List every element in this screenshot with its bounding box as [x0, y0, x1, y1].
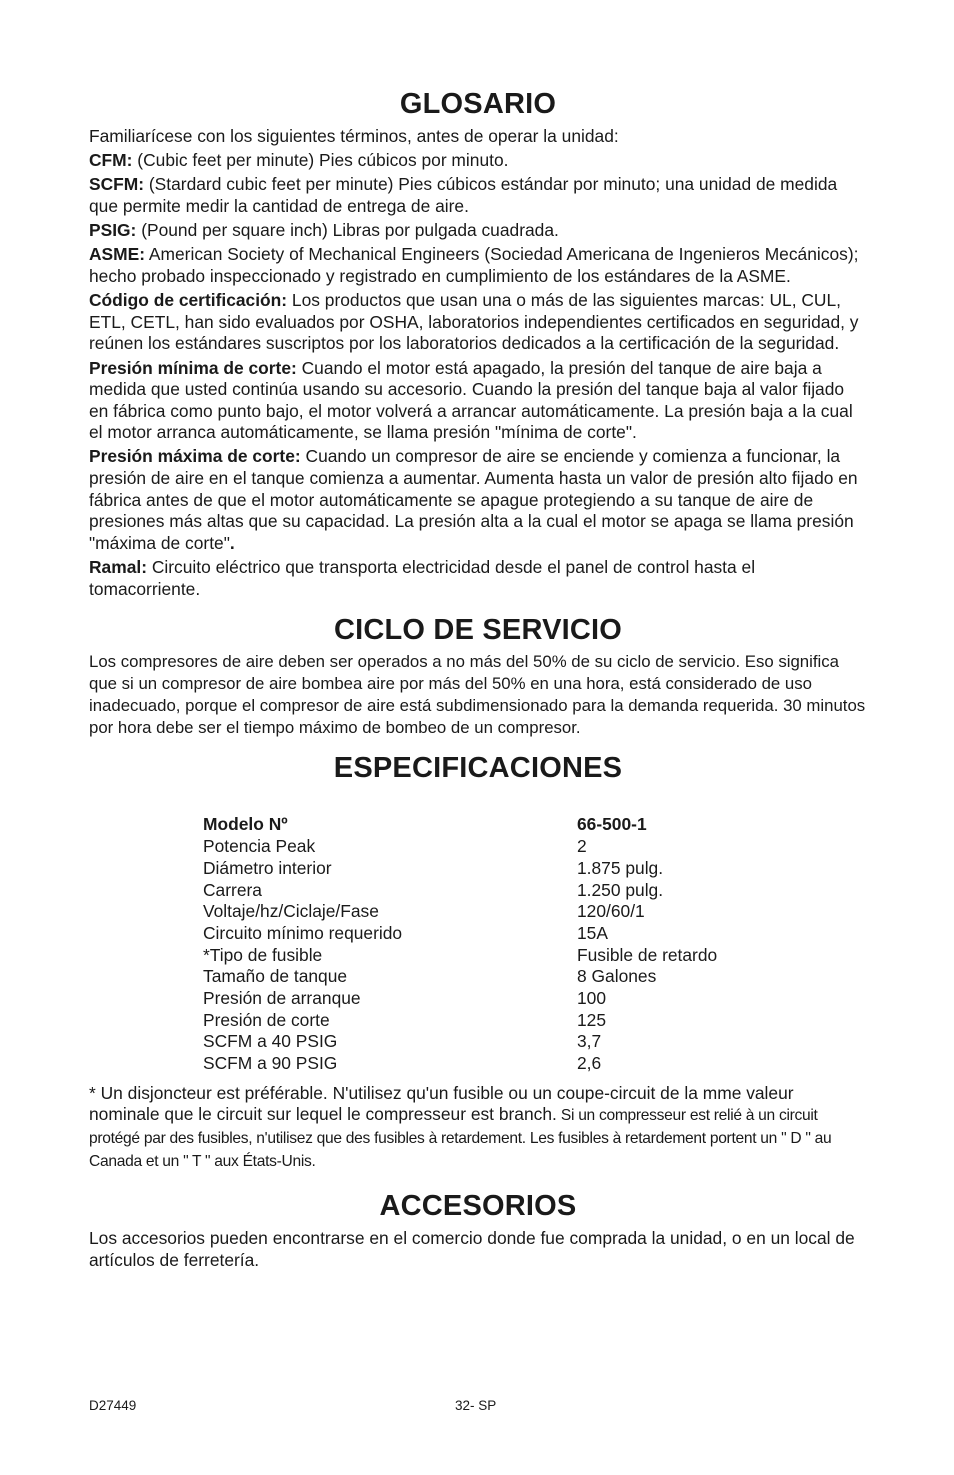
term-tail: .	[229, 532, 235, 553]
spec-row	[203, 945, 717, 967]
page-number: 32- SP	[455, 1398, 497, 1413]
term-definition: (Cubic feet per minute) Pies cúbicos por minuto.	[132, 150, 509, 171]
term-scfm	[89, 174, 867, 217]
especificaciones-heading: ESPECIFICACIONES	[333, 752, 623, 785]
spec-row	[203, 1031, 717, 1053]
term-label: CFM:	[89, 150, 133, 171]
term-label: Ramal:	[89, 557, 147, 578]
term-label: ASME:	[89, 244, 146, 265]
spec-value: 15A	[577, 922, 608, 943]
term-label: Código de certificación:	[89, 290, 288, 311]
term-codigo-certificacion	[89, 290, 867, 355]
term-psig	[89, 220, 867, 242]
term-label: Presión máxima de corte:	[89, 446, 301, 467]
spec-label: Presión de corte	[203, 1009, 330, 1030]
spec-label: SCFM a 90 PSIG	[203, 1053, 338, 1074]
spec-row	[203, 923, 717, 945]
spec-row	[203, 836, 717, 858]
accesorios-heading: ACCESORIOS	[379, 1190, 577, 1223]
doc-number: D27449	[89, 1398, 137, 1413]
fuse-note-small: Si un compresseur est relié à un circuit protégé par des fusibles, n'utilisez que des fusibles à retardement. Les fusibles à retardement portent un " D " au Canada et un " T " aux États-Unis.	[89, 1107, 832, 1170]
spec-label: Voltaje/hz/Ciclaje/Fase	[203, 901, 379, 922]
spec-value: 3,7	[577, 1031, 602, 1052]
spec-table	[203, 814, 717, 1074]
accesorios-text: Los accesorios pueden encontrarse en el comercio donde fue comprada la unidad, o en un local de artículos de ferretería.	[89, 1228, 855, 1270]
spec-label: Tamaño de tanque	[203, 966, 348, 987]
spec-row	[203, 1053, 717, 1075]
spec-value: 2,6	[577, 1053, 602, 1074]
glosario-heading: GLOSARIO	[399, 88, 557, 120]
term-definition: (Pound per square inch) Libras por pulgada cuadrada.	[136, 220, 559, 241]
term-label: SCFM:	[89, 174, 145, 195]
term-ramal	[89, 557, 867, 600]
term-definition: Cuando el motor está apagado, la presión del tanque de aire baja a medida que usted continúa usando su accesorio. Cuando la presión del tanque baja al valor fijado en fábrica como punto bajo, el motor volverá a arrancar automáticamente. La presión baja a la cual el motor arranca automáticamente, se llama presión "mínima de corte".	[89, 357, 853, 443]
spec-row	[203, 901, 717, 923]
fuse-note-main: * Un disjoncteur est préférable. N'utilisez qu'un fusible ou un coupe-circuit de la mme valeur nominale que le circuit sur lequel le compresseur est branch.	[89, 1082, 794, 1125]
spec-label: Circuito mínimo requerido	[203, 922, 403, 943]
spec-value: 1.250 pulg.	[577, 879, 664, 900]
spec-value: 2	[577, 836, 587, 857]
spec-label: Carrera	[203, 879, 262, 900]
spec-header-row	[203, 814, 717, 836]
spec-value: 125	[577, 1009, 607, 1030]
spec-header-label: Modelo Nº	[203, 814, 288, 835]
term-cfm	[89, 150, 867, 172]
spec-value: 1.875 pulg.	[577, 857, 664, 878]
ciclo-heading: CICLO DE SERVICIO	[333, 614, 623, 647]
spec-row	[203, 858, 717, 880]
spec-value: 100	[577, 988, 607, 1009]
glosario-intro: Familiarícese con los siguientes términos, antes de operar la unidad:	[89, 126, 619, 146]
spec-row	[203, 988, 717, 1010]
spec-value: 120/60/1	[577, 901, 645, 922]
spec-row	[203, 966, 717, 988]
term-presion-minima	[89, 358, 867, 444]
term-definition: (Stardard cubic feet per minute) Pies cúbicos estándar por minuto; una unidad de medida que permite medir la cantidad de entrega de aire.	[89, 174, 838, 216]
spec-label: Potencia Peak	[203, 836, 316, 857]
term-asme	[89, 244, 867, 287]
fuse-note	[89, 1083, 867, 1172]
spec-label: *Tipo de fusible	[203, 944, 323, 965]
spec-value: Fusible de retardo	[577, 944, 718, 965]
manual-page	[89, 86, 867, 1271]
term-definition: Circuito eléctrico que transporta electricidad desde el panel de control hasta el tomacorriente.	[89, 557, 756, 599]
term-presion-maxima	[89, 446, 867, 554]
spec-value: 8 Galones	[577, 966, 657, 987]
spec-label: Diámetro interior	[203, 857, 332, 878]
spec-row	[203, 880, 717, 902]
spec-row	[203, 1010, 717, 1032]
term-definition: Cuando un compresor de aire se enciende y comienza a funcionar, la presión de aire en el tanque comienza a aumentar. Aumenta hasta un valor de presión alto fijado en fábrica antes de que el motor automáticamente se apague protegiendo a su tanque de aire de presiones más altas que su capacidad. La presión alta a la cual el motor se apaga se llama presión "máxima de corte"	[89, 446, 858, 553]
spec-label: Presión de arranque	[203, 988, 361, 1009]
term-definition: American Society of Mechanical Engineers (Sociedad Americana de Ingenieros Mecánicos); hecho probado inspeccionado y registrado en cumplimiento de los estándares de la ASME.	[89, 244, 859, 286]
term-definition: Los productos que usan una o más de las siguientes marcas: UL, CUL, ETL, CETL, han sido evaluados por OSHA, laboratorios independientes certificados en seguridad, y reúnen los estándares suscriptos por los laboratorios dedicados a la certificación de la seguridad.	[89, 290, 859, 354]
term-label: Presión mínima de corte:	[89, 357, 297, 378]
term-label: PSIG:	[89, 220, 137, 241]
ciclo-text: Los compresores de aire deben ser operados a no más del 50% de su ciclo de servicio. Eso significa que si un compresor de aire bombea aire por más del 50% en una hora, está considerado de uso inadecuado, porque el compresor de aire está subdimensionado para la demanda requerida. 30 minutos por hora debe ser el tiempo máximo de bombeo de un compresor.	[89, 652, 866, 737]
spec-header-value: 66-500-1	[577, 814, 647, 835]
spec-label: SCFM a 40 PSIG	[203, 1031, 338, 1052]
